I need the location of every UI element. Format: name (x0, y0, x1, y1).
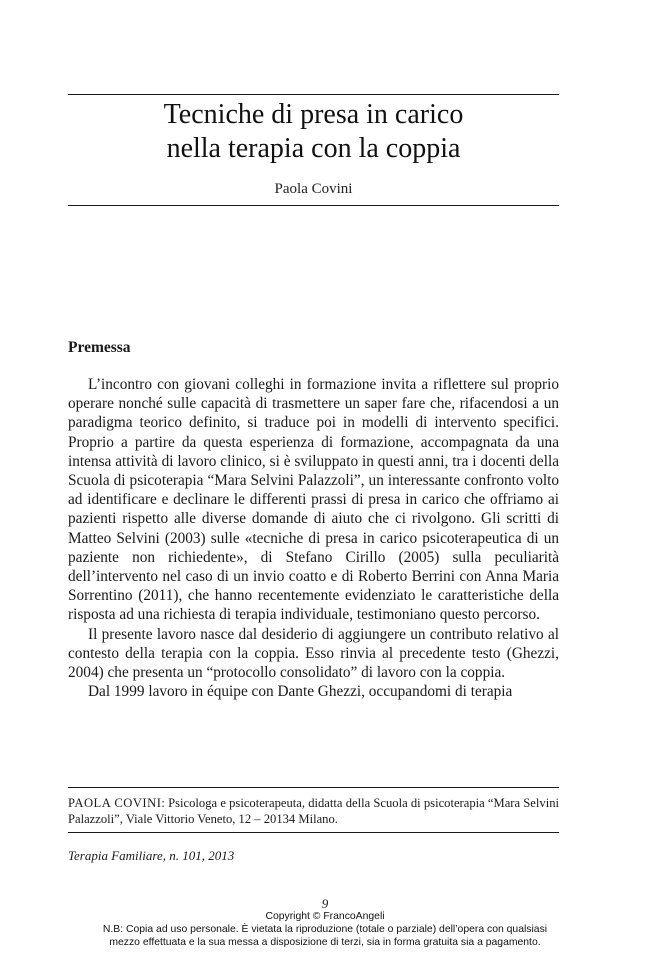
journal-citation: Terapia Familiare, n. 101, 2013 (68, 848, 235, 863)
footnote-author-name: PAOLA COVINI (68, 796, 162, 810)
copyright-line-2: N.B: Copia ad uso personale. È vietata la riproduzione (totale o parziale) dell’opera con qualsiasi (102, 924, 548, 935)
page-number: 9 (321, 896, 329, 911)
paragraph-2: Il presente lavoro nasce dal desiderio di aggiungere un contributo relativo al contesto della terapia con la coppia. Esso rinvia al precedente testo (Ghezzi, 2004) che presenta un “protocollo consolidato” di lavoro con la coppia. (68, 625, 559, 682)
top-rule (68, 94, 559, 95)
footnote-affiliation: : Psicologa e psicoterapeuta, didatta della Scuola di psicoterapia “Mara Selvini Palazzoli”, Viale Vittorio Veneto, 12 – 20134 Milano. (68, 796, 559, 826)
copyright-line-1: Copyright © FrancoAngeli (265, 911, 385, 922)
article-title (68, 98, 559, 166)
header-bottom-rule (68, 205, 559, 206)
paragraph-1: L’incontro con giovani colleghi in formazione invita a riflettere sul proprio operare nonché sulle capacità di trasmettere un saper fare che, rifacendosi a un paradigma teorico definito, si traduce poi in modelli di intervento specifici. Proprio a partire da questa esperienza di formazione, accompagnata da una intensa attività di lavoro clinico, si è sviluppato in questi anni, tra i docenti della Scuola di psicoterapia “Mara Selvini Palazzoli”, un interessante confronto volto ad identificare e declinare le differenti prassi di presa in carico che offriamo ai pazienti rispetto alle diverse domande di aiuto che ci rivolgono. Gli scritti di Matteo Selvini (2003) sulle «tecniche di presa in carico psicoterapeutica di un paziente non richiedente», di Stefano Cirillo (2005) sulla peculiarità dell’intervento nel caso di un invio coatto e di Roberto Berrini con Anna Maria Sorrentino (2011), che hanno recentemente evidenziato le caratteristiche della risposta ad una richiesta di terapia individuale, testimoniano questo percorso. (68, 376, 559, 624)
copyright-line-3: mezzo effettuata e la sua messa a disposizione di terzi, sia in forma gratuita sia a pagamento. (109, 937, 541, 948)
footnote-top-rule (68, 787, 559, 788)
title-line-1: Tecniche di presa in carico (163, 99, 464, 130)
paragraph-3: Dal 1999 lavoro in équipe con Dante Ghezzi, occupandomi di terapia (88, 683, 513, 701)
body-text (68, 375, 559, 701)
copyright-notice (0, 910, 650, 949)
footnote-bottom-rule (68, 832, 559, 833)
author-footnote (68, 795, 559, 827)
title-line-2: nella terapia con la coppia (166, 133, 461, 164)
section-heading: Premessa (68, 339, 131, 356)
author-name: Paola Covini (274, 181, 353, 197)
